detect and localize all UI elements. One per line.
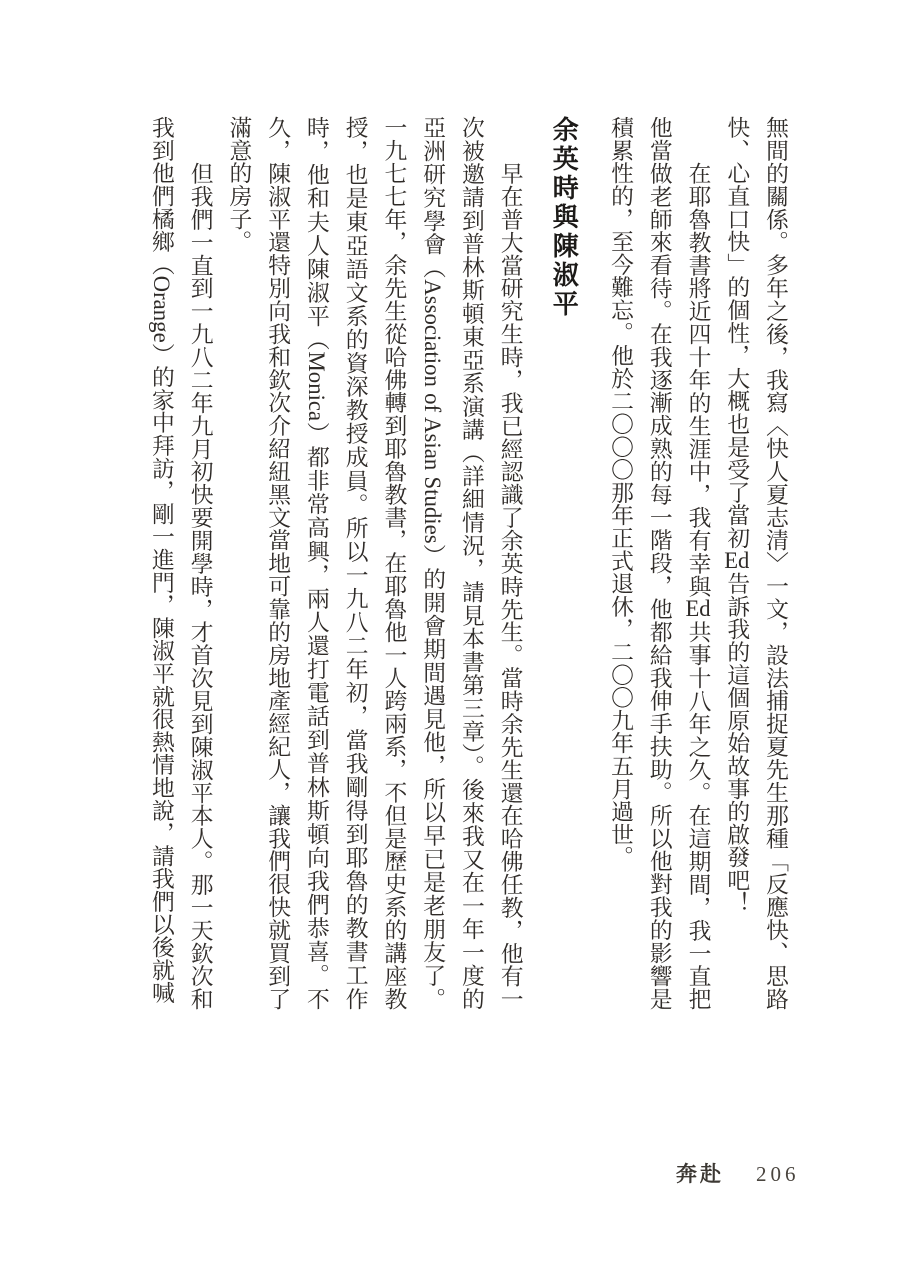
paragraph: 早在普大當研究生時，我已經認識了余英時先生。當時余先生還在哈佛任教，他有一次被邀請到普林斯頓東亞系演講（詳細情況，請見本書第三章）。後來我又在一年一度的亞洲研究學會（Association of Asian Studies）的開會期間遇見他，所以早已是老朋友了。一九七七年，余先生從哈佛轉到耶魯教書，在耶魯他一人跨兩系，不但是歷史系的講座教授，也是東亞語文系的資深教授成員。所以一九八二年初，當我剛得到耶魯的教書工作時，他和夫人陳淑平（Monica）都非常高興，兩人還打電話到普林斯頓向我們恭喜。不久，陳淑平還特別向我和欽次介紹紐黑文當地可靠的房地產經紀人，讓我們很快就買到了滿意的房子。 [226,116,523,1010]
paragraph: 但我們一直到一九八二年九月初快要開學時，才首次見到陳淑平本人。那一天欽次和我到他們橘鄉（Orange）的家中拜訪，剛一進門，陳淑平就很熱情地說，請我們以後就喊 [148,116,213,1010]
vertical-text-block [141,116,794,1010]
section-heading: 余英時與陳淑平 [549,116,580,319]
paragraph-continued: 無間的關係。多年之後，我寫〈快人夏志清〉一文，設法捕捉夏先生那種「反應快、思路快、心直口快」的個性，大概也是受了當初Ed告訴我的這個原始故事的啟發吧！ [724,116,788,1010]
running-footer [676,1158,800,1188]
footer-book-title: 奔赴 [676,1162,724,1186]
inline-latin: Ed [685,597,711,621]
footer-page-number: 206 [756,1162,800,1186]
paragraph: 在耶魯教書將近四十年的生涯中，我有幸與Ed共事十八年之久。在這期間，我一直把他當做老師來看待。在我逐漸成熟的每一階段，他都給我伸手扶助。所以他對我的影響是積累性的，至今難忘。他於二〇〇〇那年正式退休，二〇〇九年五月過世。 [608,116,711,1010]
inline-latin: Ed [724,549,750,572]
